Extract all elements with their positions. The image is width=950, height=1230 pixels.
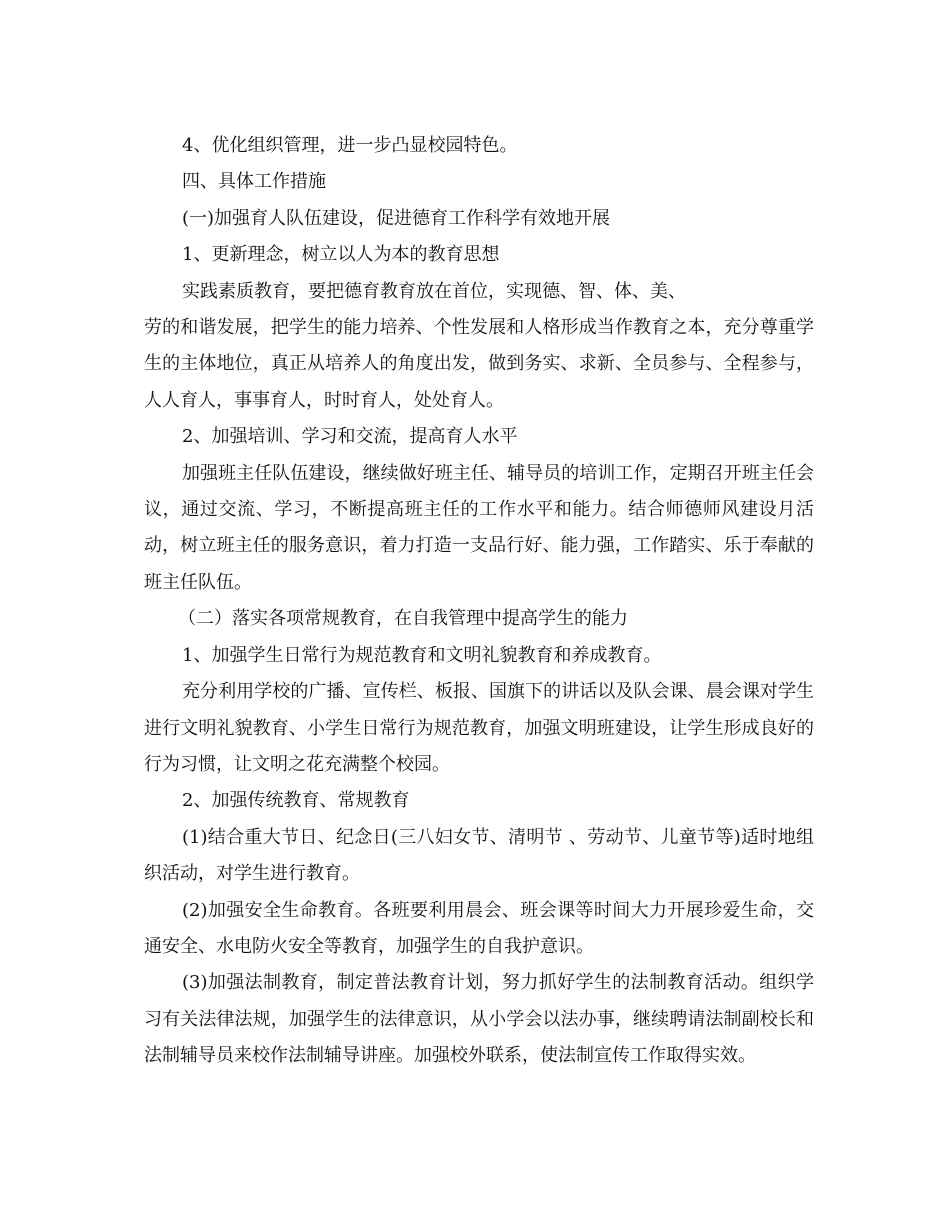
paragraph-festival-activities: (1)结合重大节日、纪念日(三八妇女节、清明节 、劳动节、儿童节等)适时地组织活动，对学生进行教育。 xyxy=(144,826,814,885)
section-heading-measures: 四、具体工作措施 xyxy=(182,171,326,193)
paragraph-quality-education: 实践素质教育，要把德育教育放在首位，实现德、智、体、美、 xyxy=(182,280,686,302)
item-heading-behavior-norms: 1、加强学生日常行为规范教育和文明礼貌教育和养成教育。 xyxy=(182,644,662,666)
paragraph-teacher-team: 加强班主任队伍建设，继续做好班主任、辅导员的培训工作，定期召开班主任会议，通过交流、学习，不断提高班主任的工作水平和能力。结合师德师风建设月活动，树立班主任的服务意识，着力打造一支品行好、能力强，工作踏实、乐于奉献的班主任队伍。 xyxy=(144,462,814,593)
subsection-heading-routine-education: （二）落实各项常规教育，在自我管理中提高学生的能力 xyxy=(178,608,628,630)
item-heading-traditional-education: 2、加强传统教育、常规教育 xyxy=(182,790,410,812)
subsection-heading-team-building: (一)加强育人队伍建设，促进德育工作科学有效地开展 xyxy=(182,207,611,229)
document-body xyxy=(144,128,814,1075)
item-heading-update-concept: 1、更新理念，树立以人为本的教育思想 xyxy=(182,244,500,266)
paragraph-civility-education: 充分利用学校的广播、宣传栏、板报、国旗下的讲话以及队会课、晨会课对学生进行文明礼貌教育、小学生日常行为规范教育，加强文明班建设，让学生形成良好的行为习惯，让文明之花充满整个校园。 xyxy=(144,681,814,775)
paragraph-harmonious-development: 劳的和谐发展，把学生的能力培养、个性发展和人格形成当作教育之本，充分尊重学生的主体地位，真正从培养人的角度出发，做到务实、求新、全员参与、全程参与，人人育人，事事育人，时时育人，处处育人。 xyxy=(144,317,814,411)
item-heading-training: 2、加强培训、学习和交流，提高育人水平 xyxy=(182,426,518,448)
paragraph-legal-education: (3)加强法制教育，制定普法教育计划，努力抓好学生的法制教育活动。组织学习有关法律法规，加强学生的法律意识，从小学会以法办事，继续聘请法制副校长和法制辅导员来校作法制辅导讲座。加强校外联系，使法制宣传工作取得实效。 xyxy=(144,972,814,1067)
list-item-optimize-management: 4、优化组织管理，进一步凸显校园特色。 xyxy=(182,135,518,156)
paragraph-safety-education: (2)加强安全生命教育。各班要利用晨会、班会课等时间大力开展珍爱生命，交通安全、水电防火安全等教育，加强学生的自我护意识。 xyxy=(144,899,814,957)
